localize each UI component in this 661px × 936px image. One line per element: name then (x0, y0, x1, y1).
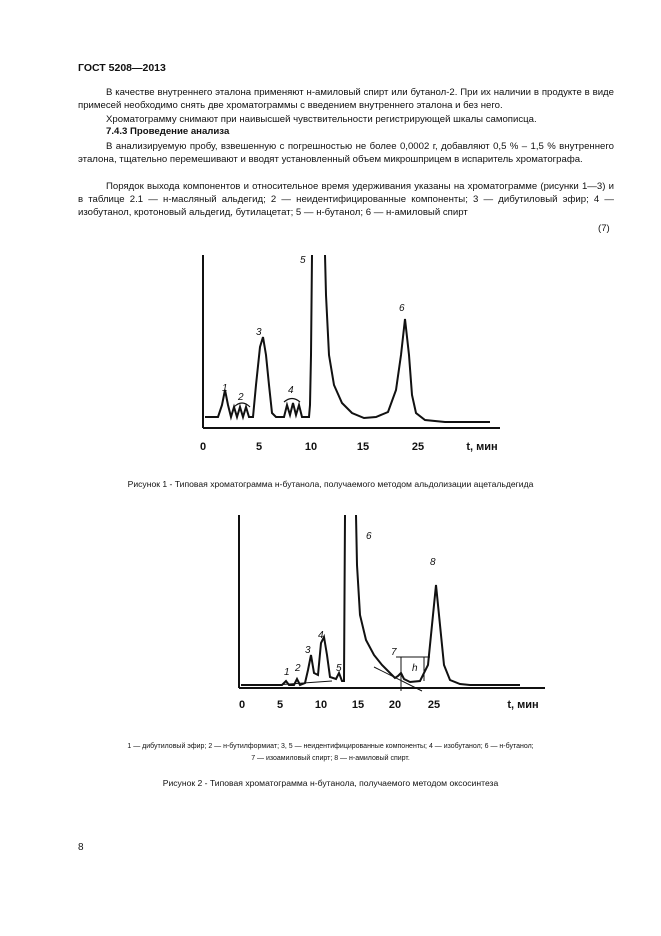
figure-2-chromatogram (0, 505, 661, 715)
fig1-tick-15: 15 (356, 441, 370, 453)
fig2-trace-right (356, 515, 520, 685)
fig2-axis-unit: t, мин (507, 699, 539, 711)
equation-number: (7) (598, 223, 610, 234)
fig2-h-label: h (412, 663, 418, 674)
fig2-tick-25: 25 (427, 699, 441, 711)
fig1-trace-right (325, 255, 490, 422)
fig1-peak-label-2: 2 (238, 392, 244, 403)
fig1-tick-25: 25 (411, 441, 425, 453)
paragraph-analysis-procedure: В анализируемую пробу, взвешенную с погрешностью не более 0,0002 г, добавляют 0,5 % – 1,5 % внутреннего эталона, тщательно перемешивают и вводят установленный объем микрошприцем в испаритель хроматографа. (78, 141, 614, 165)
fig1-peak4-bracket (284, 399, 300, 403)
fig2-trace-left (241, 515, 345, 685)
paragraph-chromatogram-sensitivity: Хроматограмму снимают при наивысшей чувствительности регистрирующей шкалы самописца. (106, 114, 537, 125)
fig2-peak-label-4: 4 (318, 630, 324, 641)
fig2-peak-label-2: 2 (295, 663, 301, 674)
paragraph-internal-standard: В качестве внутреннего эталона применяют н-амиловый спирт или бутанол-2. При их наличии в продукте в виде примесей необходимо снять две хроматограммы с введением внутреннего эталона и без него. (78, 87, 614, 111)
fig2-peak-label-6: 6 (366, 531, 372, 542)
standard-header: ГОСТ 5208—2013 (78, 62, 166, 74)
figure-2-caption: Рисунок 2 - Типовая хроматограмма н-бутанола, получаемого методом оксосинтеза (162, 778, 499, 788)
figure-2-legend-line-1: 1 — дибутиловый эфир; 2 — н-бутилформиат; 3, 5 — неидентифицированные компоненты; 4 — изобутанол; 6 — н-бутанол; (127, 743, 534, 750)
fig1-peak2-bracket (234, 403, 250, 407)
fig1-peak-label-1: 1 (222, 383, 228, 394)
fig1-peak-label-4: 4 (288, 385, 294, 396)
section-title: 7.4.3 Проведение анализа (106, 126, 230, 137)
fig1-tick-10: 10 (304, 441, 318, 453)
figure-2-legend-line-2: 7 — изоамиловый спирт; 8 — н-амиловый спирт. (251, 755, 410, 762)
fig2-tick-15: 15 (351, 699, 365, 711)
fig2-tick-10: 10 (314, 699, 328, 711)
fig1-peak-label-3: 3 (256, 327, 262, 338)
fig1-peak-label-5: 5 (300, 255, 306, 266)
fig2-peak-label-3: 3 (305, 645, 311, 656)
figure-1-caption: Рисунок 1 - Типовая хроматограмма н-бутанола, получаемого методом альдолизации ацетальдегида (127, 479, 534, 489)
paragraph-component-order: Порядок выхода компонентов и относительное время удерживания указаны на хроматограмме (рисунки 1—3) и в таблице 2.1 — н-масляный альдегид; 2 — неидентифицированные компоненты; 3 — дибутиловый эфир; 4 — изобутанол, кротоновый альдегид, бутилацетат; 5 — н-бутанол; 6 — н-амиловый спирт (78, 181, 614, 218)
fig2-peak-label-7: 7 (391, 647, 397, 658)
fig1-axis-unit: t, мин (466, 441, 498, 453)
fig2-peak-label-1: 1 (284, 667, 290, 678)
fig2-tick-0: 0 (238, 699, 246, 711)
fig2-tick-20: 20 (388, 699, 402, 711)
fig2-tick-5: 5 (276, 699, 284, 711)
page-number: 8 (78, 842, 84, 853)
fig1-peak-label-6: 6 (399, 303, 405, 314)
fig1-tick-5: 5 (255, 441, 263, 453)
fig2-peak-label-8: 8 (430, 557, 436, 568)
fig1-tick-0: 0 (199, 441, 207, 453)
fig2-peak-label-5: 5 (336, 663, 342, 674)
figure-1-chromatogram (0, 245, 661, 460)
